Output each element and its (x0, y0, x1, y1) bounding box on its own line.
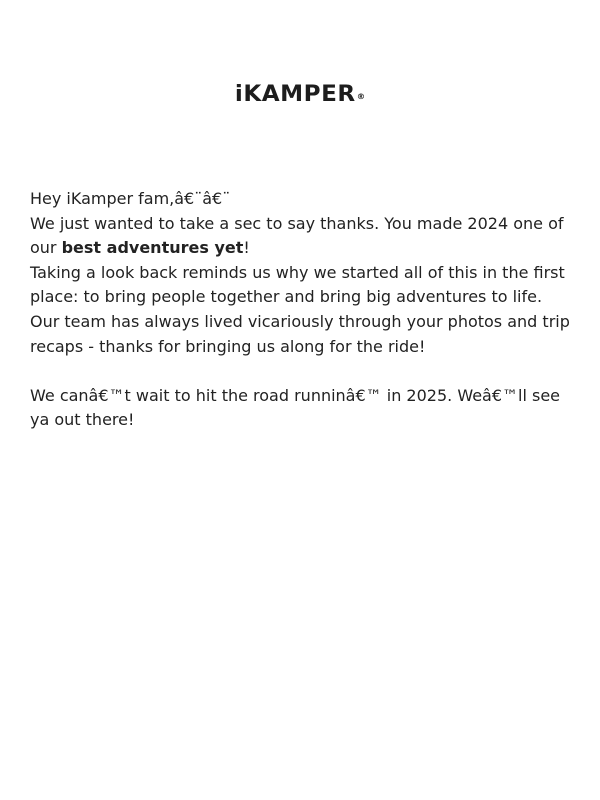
reflection-paragraph: Taking a look back reminds us why we started all of this in the first place: to bring people together and bring big adventures to life. (30, 262, 565, 307)
paragraph-spacer (30, 359, 575, 384)
thanks-highlight: best adventures yet (61, 238, 244, 258)
team-paragraph: Our team has always lived vicariously through your photos and trip recaps - thanks for bringing us along for the ride! (30, 311, 570, 356)
header (0, 80, 600, 110)
thanks-text: We just wanted to take a sec to say thanks. You made 2024 one of our (30, 213, 564, 258)
ikamper-logo[interactable] (235, 80, 366, 112)
email-body (30, 187, 575, 433)
logo-text: iKAMPER (234, 82, 356, 107)
closing-paragraph: We canâ€™t wait to hit the road runninâ€™ in 2025. Weâ€™ll see ya out there! (30, 385, 561, 430)
thanks-paragraph (30, 212, 575, 261)
thanks-suffix: ! (243, 238, 250, 258)
greeting: Hey iKamper fam,â€¨â€¨ (30, 189, 231, 208)
registered-mark: ® (356, 92, 366, 101)
